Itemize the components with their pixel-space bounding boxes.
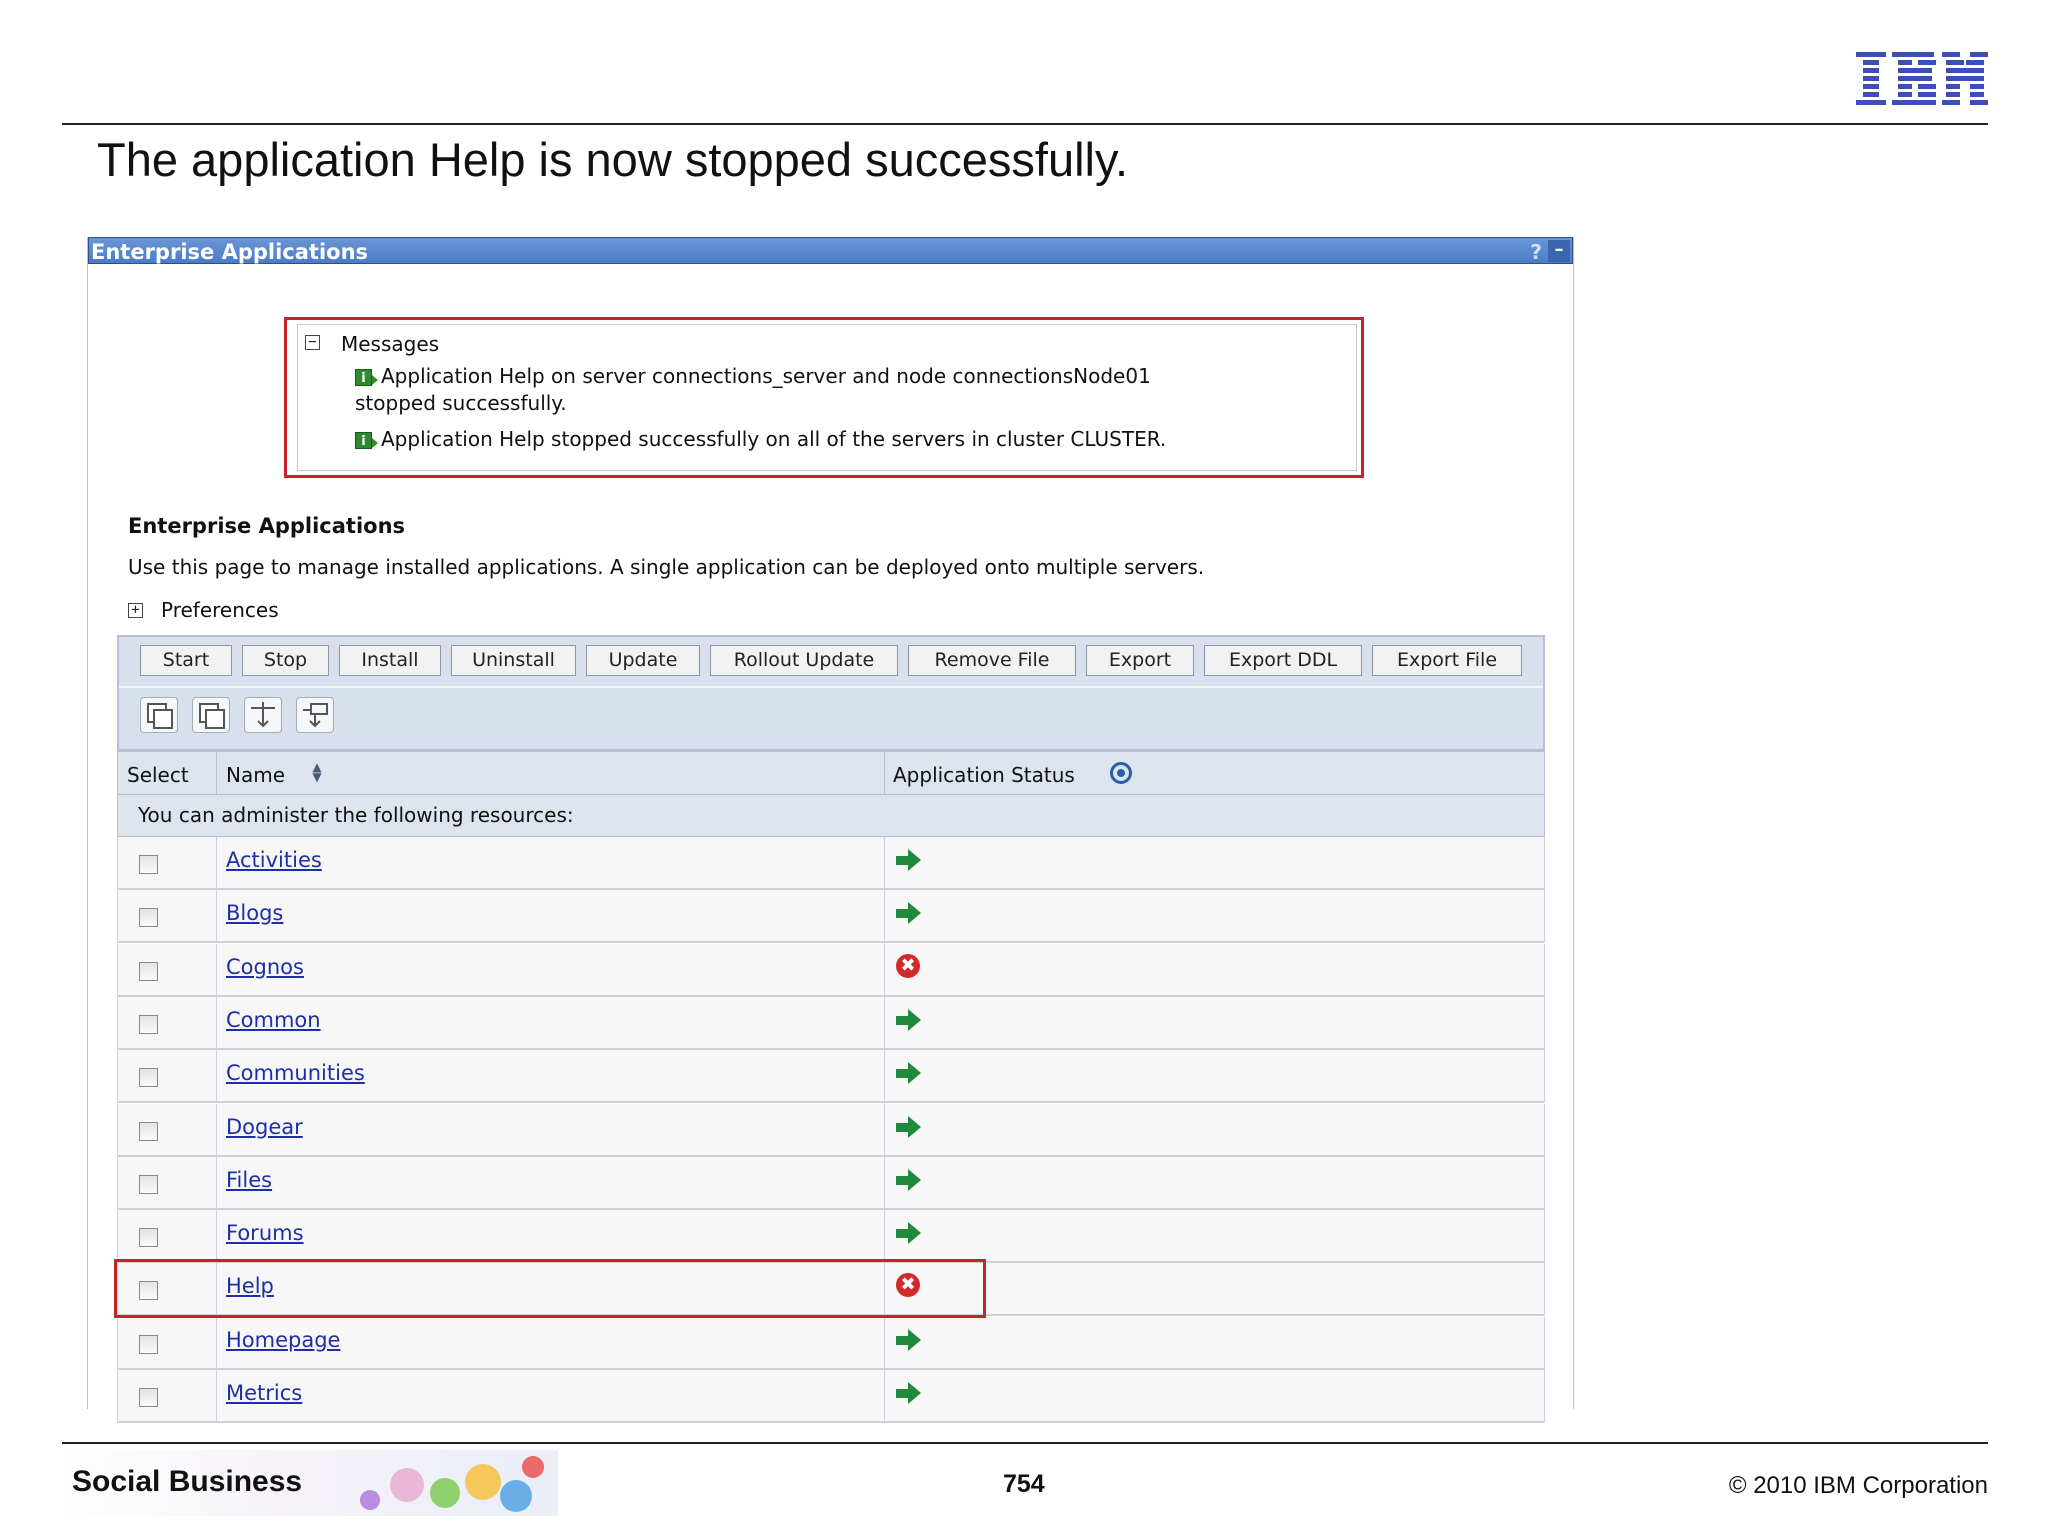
table-row bbox=[117, 944, 1545, 997]
column-divider bbox=[216, 752, 217, 794]
column-divider bbox=[884, 1210, 885, 1261]
uninstall-button[interactable]: Uninstall bbox=[451, 645, 576, 676]
row-select-checkbox[interactable] bbox=[139, 1015, 158, 1034]
update-button[interactable]: Update bbox=[586, 645, 700, 676]
application-link[interactable]: Activities bbox=[226, 848, 322, 872]
toolbar-divider bbox=[119, 686, 1543, 688]
row-select-checkbox[interactable] bbox=[139, 962, 158, 981]
column-divider bbox=[216, 1210, 217, 1261]
stopped-icon: ✖ bbox=[896, 1273, 920, 1297]
minimize-button[interactable]: – bbox=[1548, 240, 1570, 262]
started-icon bbox=[896, 1116, 922, 1138]
expand-filter-icon[interactable] bbox=[244, 697, 282, 733]
resource-caption: You can administer the following resources: bbox=[138, 803, 574, 827]
application-link[interactable]: Communities bbox=[226, 1061, 365, 1086]
column-divider bbox=[884, 1050, 885, 1101]
help-icon[interactable]: ? bbox=[1530, 240, 1542, 264]
ibm-logo bbox=[1856, 50, 1990, 106]
row-select-checkbox[interactable] bbox=[139, 1388, 158, 1407]
status-column-header: Application Status bbox=[893, 763, 1075, 787]
column-divider bbox=[884, 944, 885, 995]
column-divider bbox=[216, 944, 217, 995]
bottom-rule bbox=[62, 1442, 1988, 1444]
application-link[interactable]: Common bbox=[226, 1007, 321, 1032]
table-row bbox=[117, 1370, 1545, 1423]
started-icon bbox=[896, 1009, 922, 1031]
table-row bbox=[117, 1210, 1545, 1263]
column-divider bbox=[884, 752, 885, 794]
section-description: Use this page to manage installed applications. A single application can be deployed onto multiple servers. bbox=[128, 555, 1205, 579]
column-divider bbox=[884, 1370, 885, 1421]
export-ddl-button[interactable]: Export DDL bbox=[1204, 645, 1362, 676]
row-select-checkbox[interactable] bbox=[139, 855, 158, 874]
table-row bbox=[117, 1317, 1545, 1370]
application-link[interactable]: Files bbox=[226, 1167, 273, 1192]
column-divider bbox=[884, 1104, 885, 1155]
table-row bbox=[117, 1104, 1545, 1157]
started-icon bbox=[896, 1382, 922, 1404]
table-row bbox=[117, 1157, 1545, 1210]
column-divider bbox=[216, 1317, 217, 1368]
row-select-checkbox[interactable] bbox=[139, 908, 158, 927]
messages-box bbox=[284, 317, 1364, 478]
messages-heading: Messages bbox=[341, 332, 440, 356]
column-divider bbox=[884, 837, 885, 888]
start-button[interactable]: Start bbox=[140, 645, 232, 676]
column-divider bbox=[216, 997, 217, 1048]
started-icon bbox=[896, 1062, 922, 1084]
info-arrow-icon bbox=[372, 375, 378, 385]
started-icon bbox=[896, 902, 922, 924]
column-divider bbox=[216, 1050, 217, 1101]
decorative-dot bbox=[465, 1464, 501, 1500]
column-divider bbox=[216, 1157, 217, 1208]
column-divider bbox=[216, 1104, 217, 1155]
select-column-header: Select bbox=[127, 763, 189, 787]
started-icon bbox=[896, 849, 922, 871]
panel-title: Enterprise Applications bbox=[91, 240, 369, 264]
application-link[interactable]: Cognos bbox=[226, 954, 304, 979]
column-divider bbox=[216, 1370, 217, 1421]
application-link[interactable]: Blogs bbox=[226, 901, 284, 926]
column-divider bbox=[884, 997, 885, 1048]
enterprise-applications-panel bbox=[87, 237, 1574, 1409]
info-icon: i bbox=[355, 432, 372, 449]
application-link[interactable]: Help bbox=[226, 1274, 274, 1299]
select-all-icon[interactable] bbox=[140, 697, 178, 733]
application-link[interactable]: Dogear bbox=[226, 1114, 303, 1139]
started-icon bbox=[896, 1169, 922, 1191]
decorative-dot bbox=[360, 1490, 380, 1510]
remove-file-button[interactable]: Remove File bbox=[908, 645, 1076, 676]
show-filter-icon[interactable] bbox=[296, 697, 334, 733]
row-select-checkbox[interactable] bbox=[139, 1335, 158, 1354]
help-row-highlight bbox=[114, 1259, 986, 1318]
deselect-all-icon[interactable] bbox=[192, 697, 230, 733]
message-1-line-1: Application Help on server connections_server and node connectionsNode01 bbox=[381, 364, 1151, 388]
decorative-dot bbox=[390, 1468, 424, 1502]
started-icon bbox=[896, 1329, 922, 1351]
table-row bbox=[117, 997, 1545, 1050]
install-button[interactable]: Install bbox=[339, 645, 441, 676]
toolbar bbox=[117, 635, 1545, 751]
column-divider bbox=[216, 890, 217, 941]
application-link[interactable]: Metrics bbox=[226, 1381, 303, 1405]
row-select-checkbox[interactable] bbox=[139, 1228, 158, 1247]
resource-caption-row bbox=[117, 795, 1545, 837]
application-link[interactable]: Forums bbox=[226, 1221, 304, 1246]
column-divider bbox=[884, 1157, 885, 1208]
application-link[interactable]: Homepage bbox=[226, 1327, 341, 1352]
stop-button[interactable]: Stop bbox=[242, 645, 329, 676]
column-divider bbox=[884, 1317, 885, 1368]
column-divider bbox=[216, 837, 217, 888]
decorative-dot bbox=[522, 1456, 544, 1478]
row-select-checkbox[interactable] bbox=[139, 1068, 158, 1087]
table-row bbox=[117, 890, 1545, 943]
decorative-dot bbox=[500, 1480, 532, 1512]
page-number: 754 bbox=[1003, 1470, 1045, 1498]
expand-preferences-icon[interactable]: + bbox=[128, 603, 143, 618]
export-button[interactable]: Export bbox=[1086, 645, 1194, 676]
section-title: Enterprise Applications bbox=[128, 514, 406, 538]
row-select-checkbox[interactable] bbox=[139, 1122, 158, 1141]
footer-banner bbox=[60, 1450, 558, 1516]
stopped-icon: ✖ bbox=[896, 954, 920, 978]
copyright: © 2010 IBM Corporation bbox=[1728, 1472, 1988, 1499]
sort-icon[interactable]: ▲ ▼ bbox=[312, 760, 322, 784]
rollout-update-button[interactable]: Rollout Update bbox=[710, 645, 898, 676]
name-column-header[interactable]: Name bbox=[226, 763, 286, 787]
table-row bbox=[117, 837, 1545, 890]
collapse-messages-icon[interactable]: − bbox=[305, 335, 320, 350]
preferences-link[interactable]: Preferences bbox=[161, 598, 279, 622]
table-row bbox=[117, 1050, 1545, 1103]
decorative-dot bbox=[430, 1478, 460, 1508]
refresh-status-icon[interactable] bbox=[1110, 762, 1132, 784]
slide-title: The application Help is now stopped successfully. bbox=[97, 133, 1129, 186]
table-header bbox=[117, 751, 1545, 795]
info-arrow-icon bbox=[372, 438, 378, 448]
message-2: Application Help stopped successfully on all of the servers in cluster CLUSTER. bbox=[381, 427, 1167, 451]
row-select-checkbox[interactable] bbox=[139, 1175, 158, 1194]
top-rule bbox=[62, 123, 1988, 125]
info-icon: i bbox=[355, 369, 372, 386]
started-icon bbox=[896, 1222, 922, 1244]
message-1-line-2: stopped successfully. bbox=[355, 391, 567, 415]
messages-frame bbox=[297, 324, 1357, 471]
footer-brand: Social Business bbox=[72, 1465, 303, 1498]
column-divider bbox=[884, 890, 885, 941]
panel-titlebar bbox=[88, 237, 1573, 264]
export-file-button[interactable]: Export File bbox=[1372, 645, 1522, 676]
